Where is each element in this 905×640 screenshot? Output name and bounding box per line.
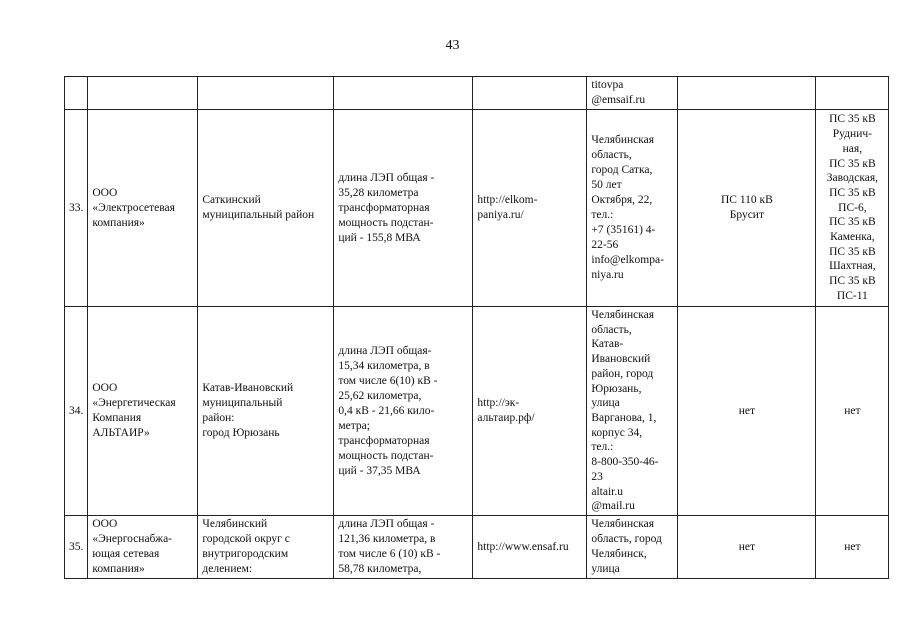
characteristics-cell [334, 77, 473, 110]
contacts-cell: titovpa @emsaif.ru [587, 77, 678, 110]
row-number: 35. [65, 516, 88, 579]
territory-cell: Катав-Ивановский муниципальный район: город Юрюзань [198, 307, 334, 516]
contacts-cell: Челябинская область, город Челябинск, улица [587, 516, 678, 579]
organizations-table [64, 76, 889, 579]
contacts-cell: Челябинская область, город Сатка, 50 лет Октября, 22, тел.: +7 (35161) 4- 22-56 info@elkompa- niya.ru [587, 110, 678, 307]
characteristics-cell: длина ЛЭП общая - 35,28 километра трансформаторная мощность подстан- ций - 155,8 МВА [334, 110, 473, 307]
company-cell: ООО «Энергоснабжа- ющая сетевая компания» [88, 516, 198, 579]
website-cell: http://www.ensaf.ru [473, 516, 587, 579]
substation-35-cell: нет [816, 307, 889, 516]
table-row [65, 516, 889, 579]
territory-cell: Саткинский муниципальный район [198, 110, 334, 307]
characteristics-cell: длина ЛЭП общая- 15,34 километра, в том числе 6(10) кВ - 25,62 километра, 0,4 кВ - 21,66 кило- метра; трансформаторная мощность подстан- ций - 37,35 МВА [334, 307, 473, 516]
row-number: 33. [65, 110, 88, 307]
territory-cell [198, 77, 334, 110]
substation-110-cell: нет [678, 307, 816, 516]
contacts-cell: Челябинская область, Катав- Ивановский район, город Юрюзань, улица Варганова, 1, корпус 34, тел.: 8-800-350-46- 23 altair.u @mail.ru [587, 307, 678, 516]
substation-35-cell: ПС 35 кВ Руднич- ная, ПС 35 кВ Заводская, ПС 35 кВ ПС-6, ПС 35 кВ Каменка, ПС 35 кВ Шахтная, ПС 35 кВ ПС-11 [816, 110, 889, 307]
website-cell [473, 77, 587, 110]
substation-110-cell: ПС 110 кВ Брусит [678, 110, 816, 307]
website-cell: http://эк- альтаир.рф/ [473, 307, 587, 516]
row-number: 34. [65, 307, 88, 516]
table-row [65, 77, 889, 110]
table-row [65, 110, 889, 307]
website-cell: http://elkom- paniya.ru/ [473, 110, 587, 307]
substation-35-cell: нет [816, 516, 889, 579]
characteristics-cell: длина ЛЭП общая - 121,36 километра, в том числе 6 (10) кВ - 58,78 километра, [334, 516, 473, 579]
territory-cell: Челябинский городской округ с внутригородским делением: [198, 516, 334, 579]
substation-35-cell [816, 77, 889, 110]
row-number [65, 77, 88, 110]
company-cell: ООО «Электросетевая компания» [88, 110, 198, 307]
table-row [65, 307, 889, 516]
page-number: 43 [445, 38, 460, 53]
substation-110-cell: нет [678, 516, 816, 579]
company-cell [88, 77, 198, 110]
company-cell: ООО «Энергетическая Компания АЛЬТАИР» [88, 307, 198, 516]
substation-110-cell [678, 77, 816, 110]
